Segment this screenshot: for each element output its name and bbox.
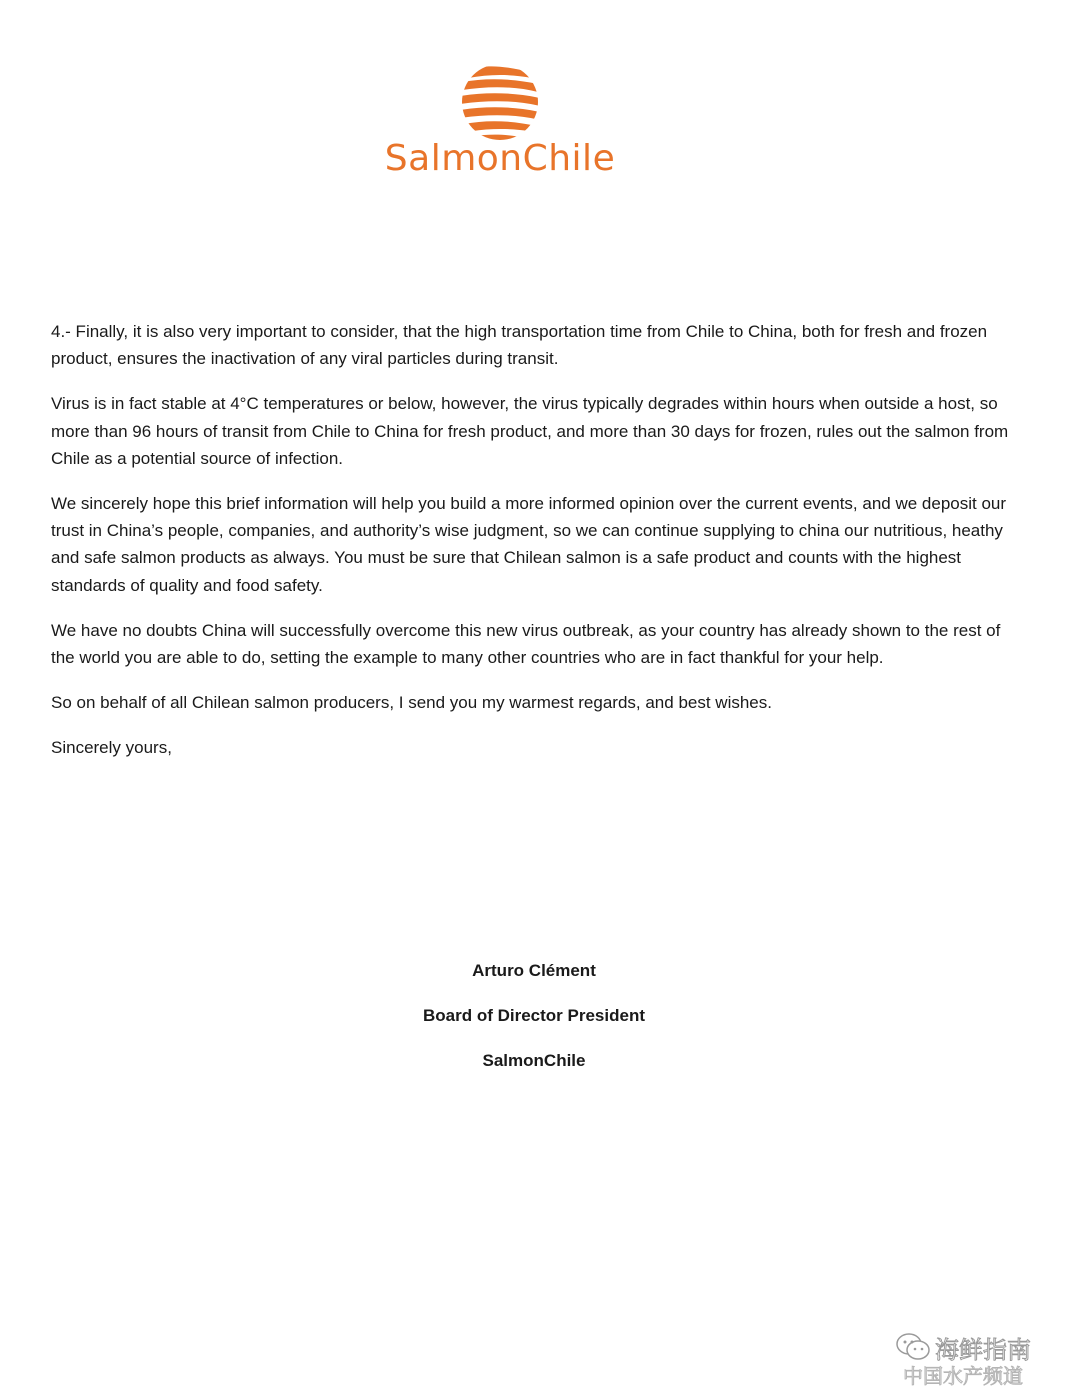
closing: Sincerely yours, bbox=[51, 738, 172, 758]
paragraph-transport: 4.- Finally, it is also very important to consider, that the high transportation time from Chile to China, both for fresh and frozen product, ensures the inactivation of any viral particles during transit. bbox=[51, 322, 988, 369]
watermark-title: 海鲜指南 bbox=[935, 1336, 1031, 1364]
signatory-organization: SalmonChile bbox=[482, 1051, 586, 1070]
wechat-icon bbox=[895, 1332, 931, 1362]
paragraph-trust: We sincerely hope this brief information will help you build a more informed opinion over the current events, and we deposit our trust in China’s people, companies, and authority’s wise judgment, so we can continue supplying to china our nutritious, heathy and safe salmon products as always. You must be sure that Chilean salmon is a safe product and counts with the highest standards of quality and food safety. bbox=[51, 494, 1007, 595]
watermark-subtitle: 中国水产频道 bbox=[903, 1364, 1023, 1388]
watermark bbox=[895, 1330, 1075, 1390]
paragraph-regards: So on behalf of all Chilean salmon producers, I send you my warmest regards, and best wishes. bbox=[51, 693, 772, 713]
signatory-name: Arturo Clément bbox=[472, 961, 596, 980]
paragraph-outbreak: We have no doubts China will successfully overcome this new virus outbreak, as your country has already shown to the rest of the world you are able to do, setting the example to many other countries who are in fact thankful for your help. bbox=[51, 620, 1001, 668]
salmonchile-logo bbox=[380, 62, 620, 192]
logo-wordmark: SalmonChile bbox=[384, 138, 616, 179]
letter-body bbox=[51, 318, 1026, 780]
salmon-logo-icon bbox=[460, 62, 540, 142]
paragraph-virus-stability: Virus is in fact stable at 4°C temperatures or below, however, the virus typically degrades within hours when outside a host, so more than 96 hours of transit from Chile to China for fresh product, and more than 30 days for frozen, rules out the salmon from Chile as a potential source of infection. bbox=[51, 394, 1009, 468]
signatory-title: Board of Director President bbox=[423, 1006, 645, 1025]
